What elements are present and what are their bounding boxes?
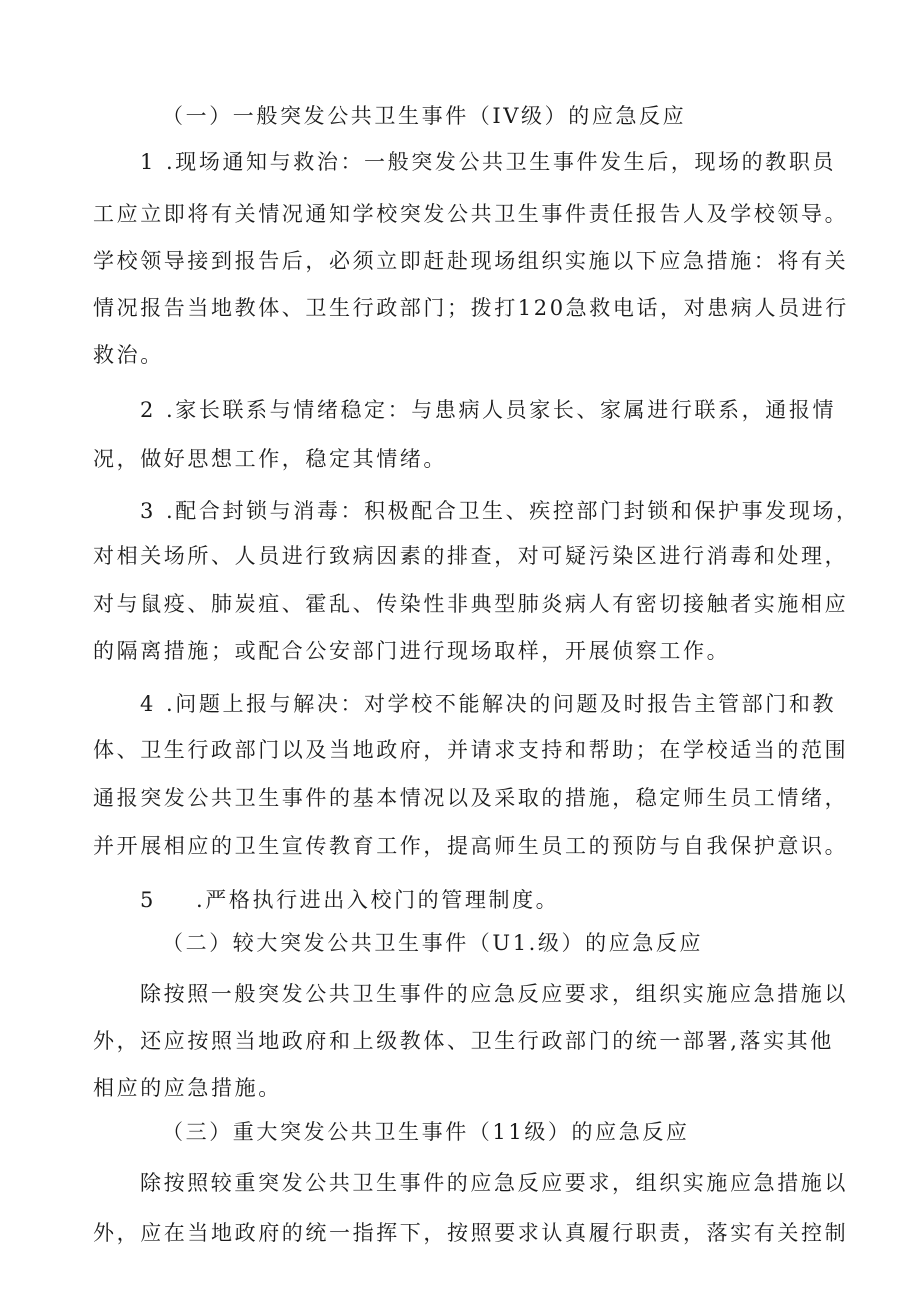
item-2-number: 2 (140, 398, 156, 422)
para-2-line-3: 相应的应急措施。 (93, 1076, 282, 1100)
section-heading-level-4: （一）一般突发公共卫生事件（IV级）的应急反应 (162, 104, 687, 128)
item-1-line-3: 学校领导接到报告后，必须立即赶赴现场组织实施以下应急措施：将有关 (93, 249, 849, 273)
para-2-line-2: 外，还应按照当地政府和上级教体、卫生行政部门的统一部署,落实其他 (93, 1029, 834, 1053)
item-4-line-4: 并开展相应的卫生宣传教育工作，提高师生员工的预防与自我保护意识。 (93, 834, 849, 858)
item-3-number: 3 (140, 499, 156, 523)
item-4-line-2: 体、卫生行政部门以及当地政府，并请求支持和帮助；在学校适当的范围 (93, 738, 849, 762)
item-1-text: .现场通知与救治：一般突发公共卫生事件发生后，现场的教职员 (165, 150, 837, 174)
para-3-line-1: 除按照较重突发公共卫生事件的应急反应要求，组织实施应急措施以 (140, 1171, 848, 1195)
item-1-line-2: 工应立即将有关情况通知学校突发公共卫生事件责任报告人及学校领导。 (93, 202, 849, 226)
item-5-number: 5 (140, 888, 156, 912)
item-3-line-3: 对与鼠疫、肺炭疽、霍乱、传染性非典型肺炎病人有密切接触者实施相应 (93, 592, 849, 616)
para-2-line-1: 除按照一般突发公共卫生事件的应急反应要求，组织实施应急措施以 (140, 982, 848, 1006)
item-2-line-1 (140, 395, 836, 425)
item-1-number: 1 (140, 150, 156, 174)
item-5-line (140, 885, 559, 915)
item-1-line-4: 情况报告当地教体、卫生行政部门；拨打120急救电话，对患病人员进行 (93, 296, 849, 320)
para-3-line-2: 外，应在当地政府的统一指挥下，按照要求认真履行职责，落实有关控制 (93, 1221, 849, 1245)
item-1-line-5: 救治。 (93, 343, 164, 367)
item-3-text: .配合封锁与消毒：积极配合卫生、疾控部门封锁和保护事发现场， (165, 499, 860, 523)
item-3-line-4: 的隔离措施；或配合公安部门进行现场取样，开展侦察工作。 (93, 639, 731, 663)
item-4-text: .问题上报与解决：对学校不能解决的问题及时报告主管部门和教 (165, 692, 837, 716)
item-3-line-1 (140, 496, 860, 526)
section-heading-level-3: （二）较大突发公共卫生事件（U1.级）的应急反应 (162, 931, 704, 955)
item-2-text: .家长联系与情绪稳定：与患病人员家长、家属进行联系，通报情 (165, 398, 837, 422)
item-4-number: 4 (140, 692, 156, 716)
item-5-text: .严格执行进出入校门的管理制度。 (196, 888, 560, 912)
item-4-line-3: 通报突发公共卫生事件的基本情况以及采取的措施，稳定师生员工情绪， (93, 786, 849, 810)
section-heading-level-2: （三）重大突发公共卫生事件（11级）的应急反应 (162, 1120, 690, 1144)
item-4-line-1 (140, 689, 836, 719)
item-1-line-1 (140, 147, 836, 177)
item-3-line-2: 对相关场所、人员进行致病因素的排查，对可疑污染区进行消毒和处理， (93, 544, 849, 568)
item-2-line-2: 况，做好思想工作，稳定其情绪。 (93, 447, 447, 471)
